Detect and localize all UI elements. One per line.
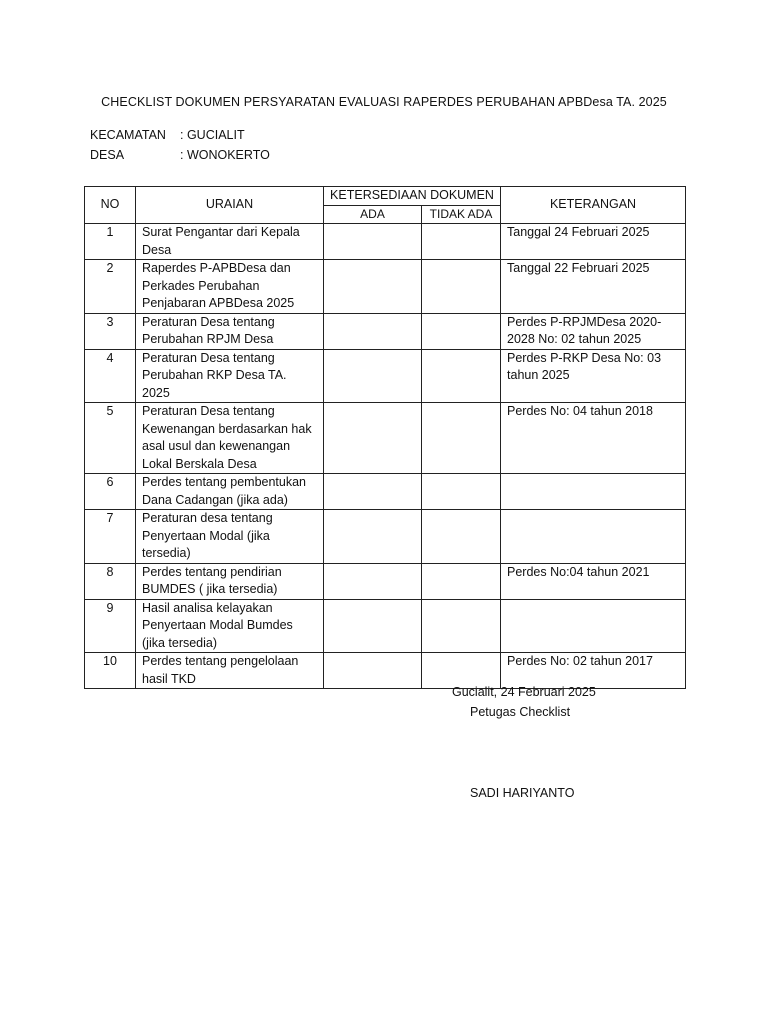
row-uraian: Perdes tentang pembentukan Dana Cadangan (jika ada) bbox=[136, 474, 324, 510]
row-uraian: Perdes tentang pengelolaan hasil TKD bbox=[136, 653, 324, 689]
row-uraian: Peraturan Desa tentang Perubahan RPJM Desa bbox=[136, 313, 324, 349]
row-tidak-ada bbox=[422, 653, 501, 689]
row-keterangan: Perdes P-RKP Desa No: 03 tahun 2025 bbox=[501, 349, 686, 403]
row-no: 5 bbox=[85, 403, 136, 474]
row-keterangan: Tanggal 24 Februari 2025 bbox=[501, 224, 686, 260]
signature-role: Petugas Checklist bbox=[470, 705, 571, 719]
header-uraian: URAIAN bbox=[136, 187, 324, 224]
row-no: 3 bbox=[85, 313, 136, 349]
row-no: 6 bbox=[85, 474, 136, 510]
desa-line bbox=[90, 148, 270, 162]
kecamatan-line bbox=[90, 128, 245, 142]
header-tidak-ada: TIDAK ADA bbox=[422, 205, 501, 224]
header-ketersediaan: KETERSEDIAAN DOKUMEN bbox=[324, 187, 501, 206]
table-row bbox=[85, 313, 686, 349]
row-tidak-ada bbox=[422, 224, 501, 260]
row-ada bbox=[324, 474, 422, 510]
header-no: NO bbox=[85, 187, 136, 224]
row-uraian: Perdes tentang pendirian BUMDES ( jika tersedia) bbox=[136, 563, 324, 599]
row-tidak-ada bbox=[422, 313, 501, 349]
row-tidak-ada bbox=[422, 563, 501, 599]
row-keterangan: Tanggal 22 Februari 2025 bbox=[501, 260, 686, 314]
row-uraian: Raperdes P-APBDesa dan Perkades Perubahan Penjabaran APBDesa 2025 bbox=[136, 260, 324, 314]
header-keterangan: KETERANGAN bbox=[501, 187, 686, 224]
row-keterangan: Perdes No: 04 tahun 2018 bbox=[501, 403, 686, 474]
document-title: CHECKLIST DOKUMEN PERSYARATAN EVALUASI RAPERDES PERUBAHAN APBDesa TA. 2025 bbox=[101, 95, 667, 109]
checklist-table bbox=[84, 186, 686, 689]
row-no: 1 bbox=[85, 224, 136, 260]
table-row bbox=[85, 474, 686, 510]
row-ada bbox=[324, 653, 422, 689]
row-tidak-ada bbox=[422, 599, 501, 653]
row-no: 4 bbox=[85, 349, 136, 403]
row-uraian: Peraturan Desa tentang Perubahan RKP Desa TA. 2025 bbox=[136, 349, 324, 403]
kecamatan-label: KECAMATAN bbox=[90, 128, 166, 142]
row-tidak-ada bbox=[422, 510, 501, 564]
header-ada: ADA bbox=[324, 205, 422, 224]
row-uraian: Peraturan Desa tentang Kewenangan berdasarkan hak asal usul dan kewenangan Lokal Berskala Desa bbox=[136, 403, 324, 474]
row-keterangan bbox=[501, 474, 686, 510]
kecamatan-value: : GUCIALIT bbox=[180, 128, 245, 142]
row-tidak-ada bbox=[422, 349, 501, 403]
row-keterangan bbox=[501, 599, 686, 653]
row-keterangan: Perdes No:04 tahun 2021 bbox=[501, 563, 686, 599]
table-row bbox=[85, 563, 686, 599]
row-ada bbox=[324, 313, 422, 349]
signature-name: SADI HARIYANTO bbox=[470, 786, 575, 800]
table-row bbox=[85, 349, 686, 403]
row-ada bbox=[324, 510, 422, 564]
row-ada bbox=[324, 260, 422, 314]
table-row bbox=[85, 260, 686, 314]
row-ada bbox=[324, 599, 422, 653]
desa-value: : WONOKERTO bbox=[180, 148, 270, 162]
row-tidak-ada bbox=[422, 474, 501, 510]
signature-place-date: Gucialit, 24 Februari 2025 bbox=[452, 685, 596, 699]
table-row bbox=[85, 653, 686, 689]
row-no: 7 bbox=[85, 510, 136, 564]
row-ada bbox=[324, 563, 422, 599]
row-keterangan: Perdes P-RPJMDesa 2020-2028 No: 02 tahun 2025 bbox=[501, 313, 686, 349]
row-uraian: Hasil analisa kelayakan Penyertaan Modal Bumdes (jika tersedia) bbox=[136, 599, 324, 653]
table-row bbox=[85, 599, 686, 653]
desa-label: DESA bbox=[90, 148, 125, 162]
row-ada bbox=[324, 224, 422, 260]
row-uraian: Surat Pengantar dari Kepala Desa bbox=[136, 224, 324, 260]
table-header-row bbox=[85, 187, 686, 206]
row-no: 9 bbox=[85, 599, 136, 653]
row-keterangan: Perdes No: 02 tahun 2017 bbox=[501, 653, 686, 689]
table-row bbox=[85, 510, 686, 564]
row-no: 2 bbox=[85, 260, 136, 314]
table-row bbox=[85, 403, 686, 474]
table-row bbox=[85, 224, 686, 260]
row-no: 8 bbox=[85, 563, 136, 599]
row-ada bbox=[324, 349, 422, 403]
row-keterangan bbox=[501, 510, 686, 564]
row-tidak-ada bbox=[422, 403, 501, 474]
row-ada bbox=[324, 403, 422, 474]
row-tidak-ada bbox=[422, 260, 501, 314]
row-uraian: Peraturan desa tentang Penyertaan Modal (jika tersedia) bbox=[136, 510, 324, 564]
row-no: 10 bbox=[85, 653, 136, 689]
